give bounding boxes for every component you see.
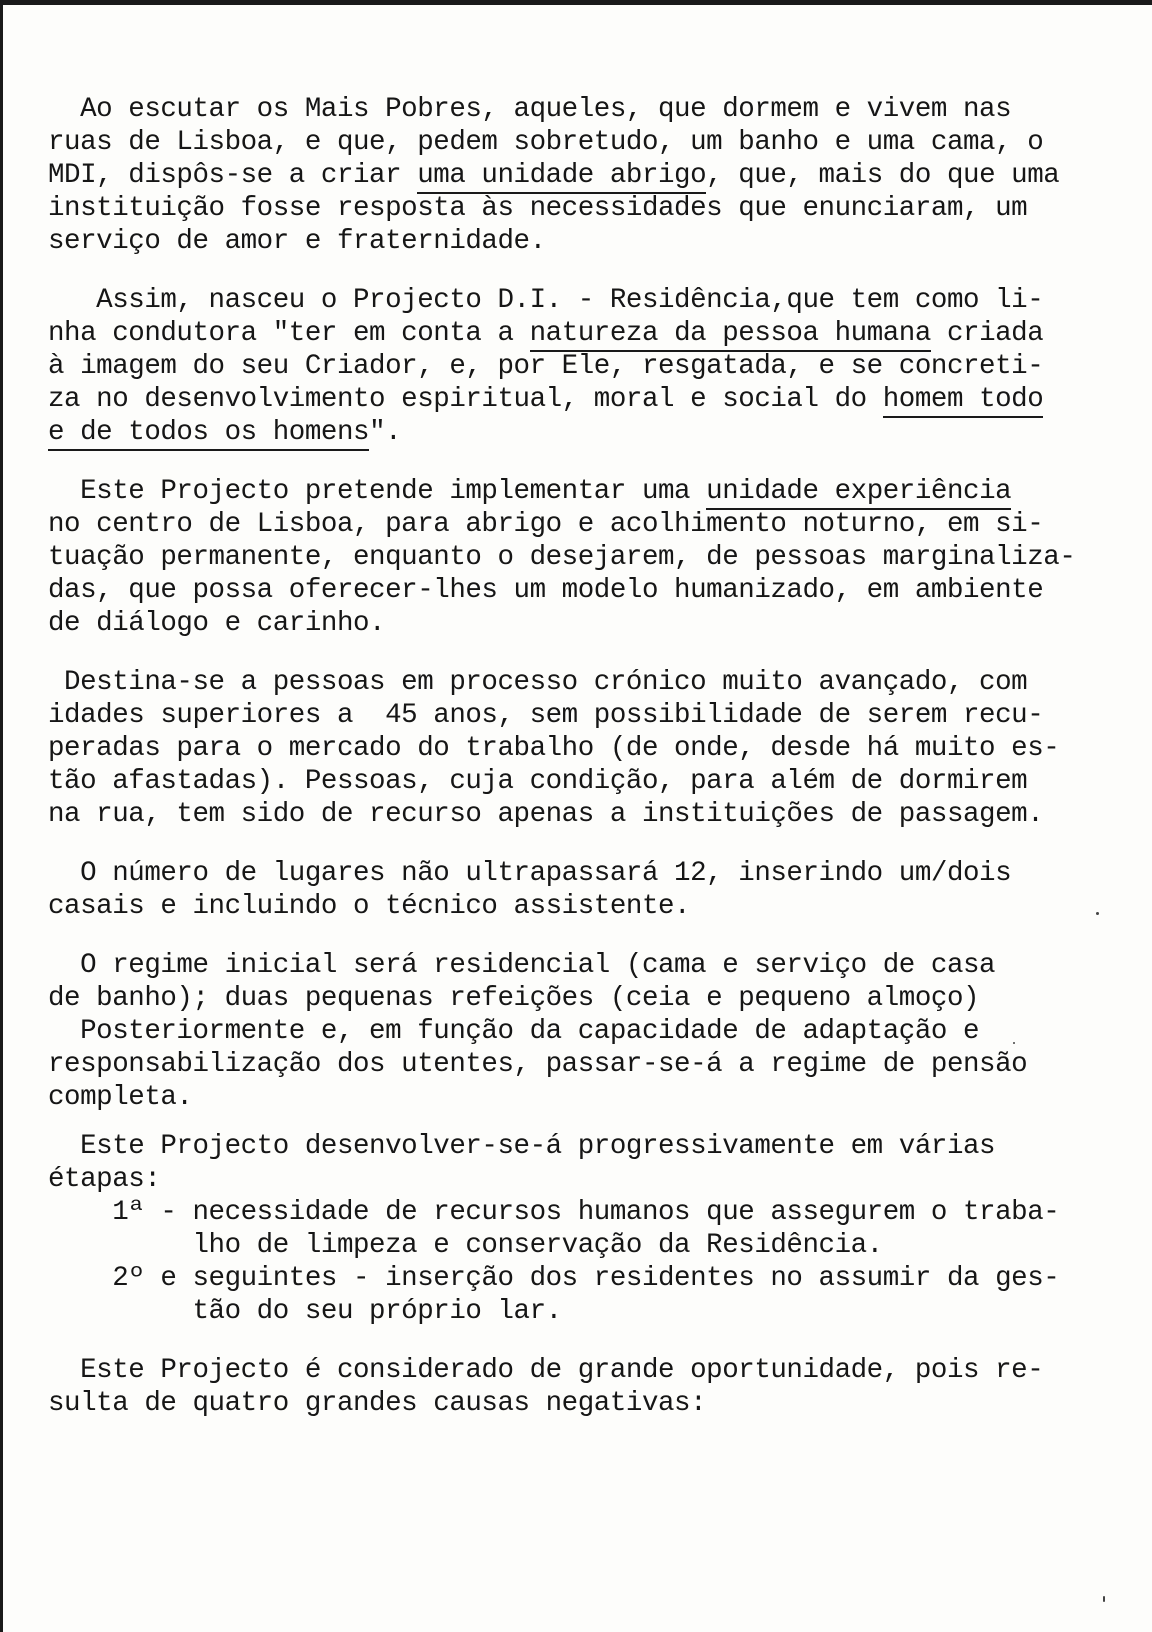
underlined-phrase: natureza da pessoa humana: [530, 318, 931, 352]
text-segment: peradas para o mercado do trabalho (de onde, desde há muito es-: [48, 733, 1060, 764]
text-line: [48, 1262, 1118, 1295]
text-segment: à imagem do seu Criador, e, por Ele, resgatada, e se concreti-: [48, 351, 1044, 382]
text-line: [48, 1229, 1118, 1262]
text-line: [48, 416, 1118, 449]
text-segment: na rua, tem sido de recurso apenas a instituições de passagem.: [48, 799, 1044, 830]
text-line: [48, 1130, 1118, 1163]
text-line: [48, 949, 1118, 982]
text-line: [48, 383, 1118, 416]
text-segment: criada: [930, 318, 1044, 349]
text-segment: Este Projecto desenvolver-se-á progressivamente em várias: [48, 1131, 996, 1162]
paragraph: [48, 666, 1118, 831]
text-segment: za no desenvolvimento espiritual, moral e social do: [48, 384, 883, 415]
text-segment: étapas:: [48, 1164, 161, 1195]
scan-edge-top: [0, 0, 1152, 5]
paragraph-gap: [48, 923, 1118, 949]
text-segment: nha condutora "ter em conta a: [48, 318, 530, 349]
text-segment: idades superiores a 45 anos, sem possibilidade de serem recu-: [48, 700, 1044, 731]
text-segment: MDI, dispôs-se a criar: [48, 160, 418, 191]
text-line: [48, 982, 1118, 1015]
text-segment: Destina-se a pessoas em processo crónico muito avançado, com: [48, 667, 1028, 698]
paragraph-gap: [48, 449, 1118, 475]
text-line: [48, 1295, 1118, 1328]
text-segment: de diálogo e carinho.: [48, 608, 386, 639]
text-segment: Este Projecto é considerado de grande oportunidade, pois re-: [48, 1355, 1044, 1386]
text-line: [48, 1048, 1118, 1081]
text-line: [48, 159, 1118, 192]
paragraph: [48, 1130, 1118, 1328]
text-line: [48, 666, 1118, 699]
text-line: [48, 857, 1118, 890]
text-line: [48, 284, 1118, 317]
text-line: [48, 574, 1118, 607]
text-segment: serviço de amor e fraternidade.: [48, 226, 546, 257]
text-segment: , que, mais do que uma: [706, 160, 1060, 191]
text-line: [48, 475, 1118, 508]
scan-edge-left: [0, 0, 3, 1632]
text-segment: Posteriormente e, em função da capacidade de adaptação e: [48, 1016, 980, 1047]
text-segment: ".: [369, 417, 402, 448]
text-line: [48, 508, 1118, 541]
text-line: [48, 541, 1118, 574]
text-line: [48, 765, 1118, 798]
text-segment: tão do seu próprio lar.: [48, 1296, 562, 1327]
text-segment: lho de limpeza e conservação da Residência.: [48, 1230, 883, 1261]
underlined-phrase: unidade experiência: [706, 476, 1011, 510]
paragraph: [48, 949, 1118, 1114]
text-segment: sulta de quatro grandes causas negativas:: [48, 1388, 707, 1419]
text-line: [48, 225, 1118, 258]
paragraph-gap: [48, 258, 1118, 284]
text-segment: ruas de Lisboa, e que, pedem sobretudo, um banho e uma cama, o: [48, 127, 1044, 158]
text-line: [48, 1196, 1118, 1229]
text-segment: O número de lugares não ultrapassará 12, inserindo um/dois: [48, 858, 1012, 889]
paragraph-gap: [48, 1328, 1118, 1354]
scan-speck: [1103, 1596, 1105, 1602]
text-line: [48, 1015, 1118, 1048]
text-line: [48, 93, 1118, 126]
text-segment: 2º e seguintes - inserção dos residentes no assumir da ges-: [48, 1263, 1060, 1294]
text-line: [48, 126, 1118, 159]
text-segment: das, que possa oferecer-lhes um modelo humanizado, em ambiente: [48, 575, 1044, 606]
text-line: [48, 699, 1118, 732]
paragraph: [48, 1354, 1118, 1420]
text-segment: Este Projecto pretende implementar uma: [48, 476, 707, 507]
text-segment: completa.: [48, 1082, 193, 1113]
underlined-phrase: e de todos os homens: [48, 417, 369, 451]
text-segment: responsabilização dos utentes, passar-se-á a regime de pensão: [48, 1049, 1028, 1080]
paragraph: [48, 475, 1118, 640]
document-body: [48, 93, 1118, 1420]
text-segment: instituição fosse resposta às necessidades que enunciaram, um: [48, 193, 1028, 224]
text-segment: Assim, nasceu o Projecto D.I. - Residência,que tem como li-: [48, 285, 1044, 316]
paragraph-gap: [48, 640, 1118, 666]
paragraph: [48, 857, 1118, 923]
paragraph-gap: [48, 1114, 1118, 1130]
text-line: [48, 1387, 1118, 1420]
text-line: [48, 192, 1118, 225]
text-segment: Ao escutar os Mais Pobres, aqueles, que dormem e vivem nas: [48, 94, 1012, 125]
text-line: [48, 317, 1118, 350]
text-segment: no centro de Lisboa, para abrigo e acolhimento noturno, em si-: [48, 509, 1044, 540]
paragraph-gap: [48, 831, 1118, 857]
text-line: [48, 1081, 1118, 1114]
text-line: [48, 732, 1118, 765]
text-line: [48, 607, 1118, 640]
text-segment: 1ª - necessidade de recursos humanos que assegurem o traba-: [48, 1197, 1060, 1228]
text-segment: O regime inicial será residencial (cama e serviço de casa: [48, 950, 996, 981]
text-line: [48, 1163, 1118, 1196]
text-segment: casais e incluindo o técnico assistente.: [48, 891, 691, 922]
text-line: [48, 798, 1118, 831]
text-line: [48, 890, 1118, 923]
underlined-phrase: uma unidade abrigo: [417, 160, 706, 194]
text-line: [48, 350, 1118, 383]
text-segment: tão afastadas). Pessoas, cuja condição, para além de dormirem: [48, 766, 1028, 797]
paragraph: [48, 284, 1118, 449]
text-line: [48, 1354, 1118, 1387]
text-segment: de banho); duas pequenas refeições (ceia e pequeno almoço): [48, 983, 980, 1014]
text-segment: tuação permanente, enquanto o desejarem, de pessoas marginaliza-: [48, 542, 1076, 573]
underlined-phrase: homem todo: [883, 384, 1044, 418]
paragraph: [48, 93, 1118, 258]
